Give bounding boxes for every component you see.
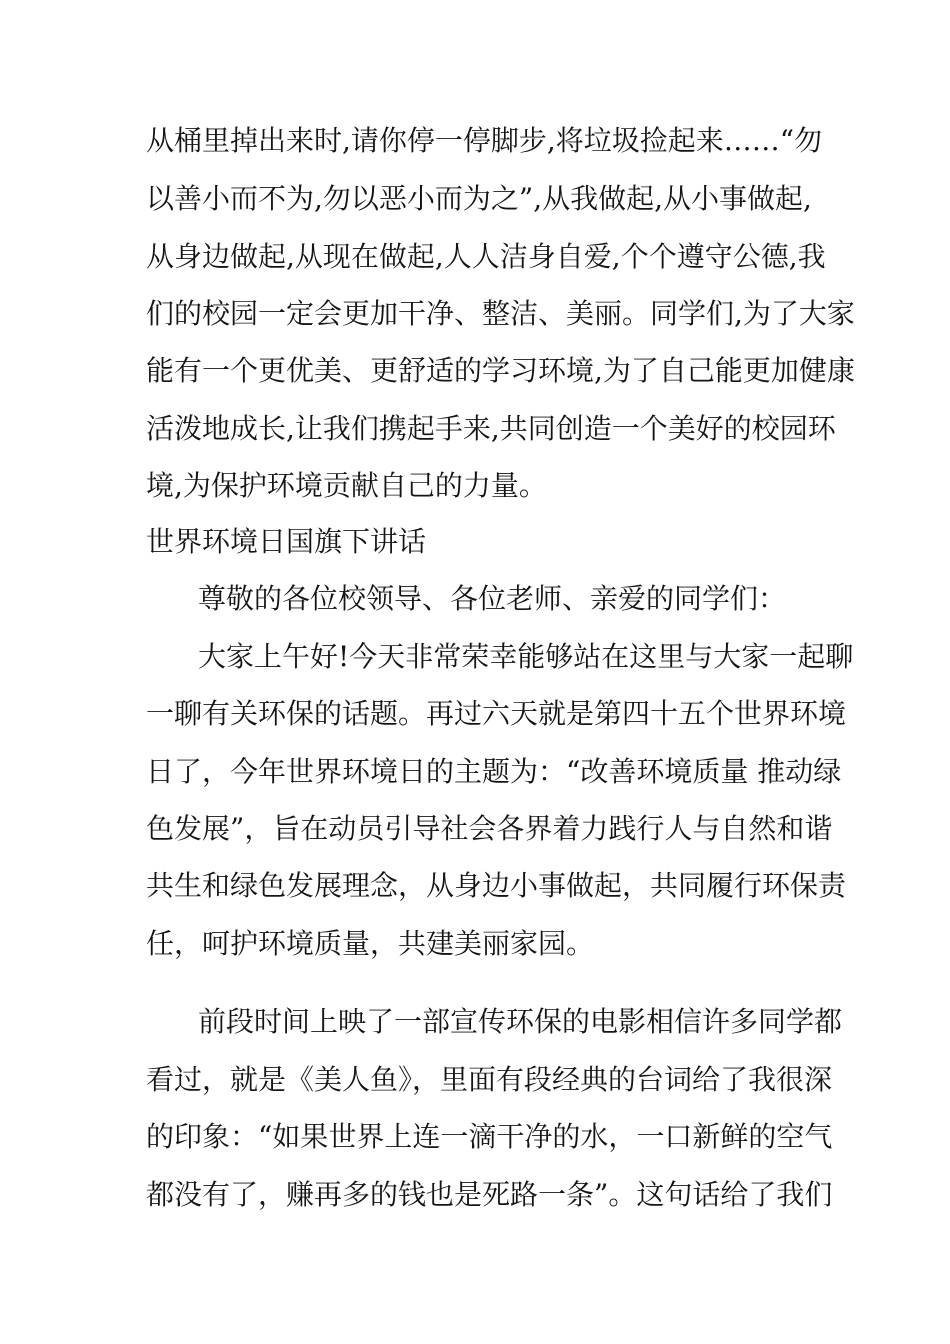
paragraph-1-line-1: 从桶里掉出来时,请你停一停脚步,将垃圾捡起来……“勿 xyxy=(146,124,823,157)
paragraph-1-line-3: 从身边做起,从现在做起,人人洁身自爱,个个遵守公德,我 xyxy=(146,240,826,273)
paragraph-1-line-4: 们的校园一定会更加干净、整洁、美丽。同学们,为了大家 xyxy=(146,297,855,330)
paragraph-3-line-3: 的印象：“如果世界上连一滴干净的水，一口新鲜的空气 xyxy=(146,1120,833,1153)
paragraph-1-line-7: 境,为保护环境贡献自己的力量。 xyxy=(146,469,547,502)
paragraph-2-line-3: 日了，今年世界环境日的主题为：“改善环境质量 推动绿 xyxy=(146,755,842,788)
paragraph-3-line-4: 都没有了，赚再多的钱也是死路一条”。这句话给了我们 xyxy=(146,1178,833,1211)
paragraph-3-line-1: 前段时间上映了一部宣传环保的电影相信许多同学都 xyxy=(198,1005,843,1038)
paragraph-2-line-1: 大家上午好!今天非常荣幸能够站在这里与大家一起聊 xyxy=(198,640,854,673)
paragraph-1-line-6: 活泼地成长,让我们携起手来,共同创造一个美好的校园环 xyxy=(146,412,836,445)
paragraph-1-line-2: 以善小而不为,勿以恶小而为之”,从我做起,从小事做起, xyxy=(146,182,812,215)
paragraph-2-line-4: 色发展”，旨在动员引导社会各界着力践行人与自然和谐 xyxy=(146,812,833,845)
paragraph-3-line-2: 看过，就是《美人鱼》，里面有段经典的台词给了我很深 xyxy=(146,1063,833,1096)
paragraph-2-line-5: 共生和绿色发展理念，从身边小事做起，共同履行环保责 xyxy=(146,869,847,902)
greeting: 尊敬的各位校领导、各位老师、亲爱的同学们： xyxy=(198,582,787,615)
paragraph-2-line-2: 一聊有关环保的话题。再过六天就是第四十五个世界环境 xyxy=(146,697,847,730)
paragraph-1-line-5: 能有一个更优美、更舒适的学习环境,为了自己能更加健康 xyxy=(146,354,855,387)
paragraph-2-line-6: 任，呵护环境质量，共建美丽家园。 xyxy=(146,927,595,960)
section-title: 世界环境日国旗下讲话 xyxy=(146,525,427,558)
